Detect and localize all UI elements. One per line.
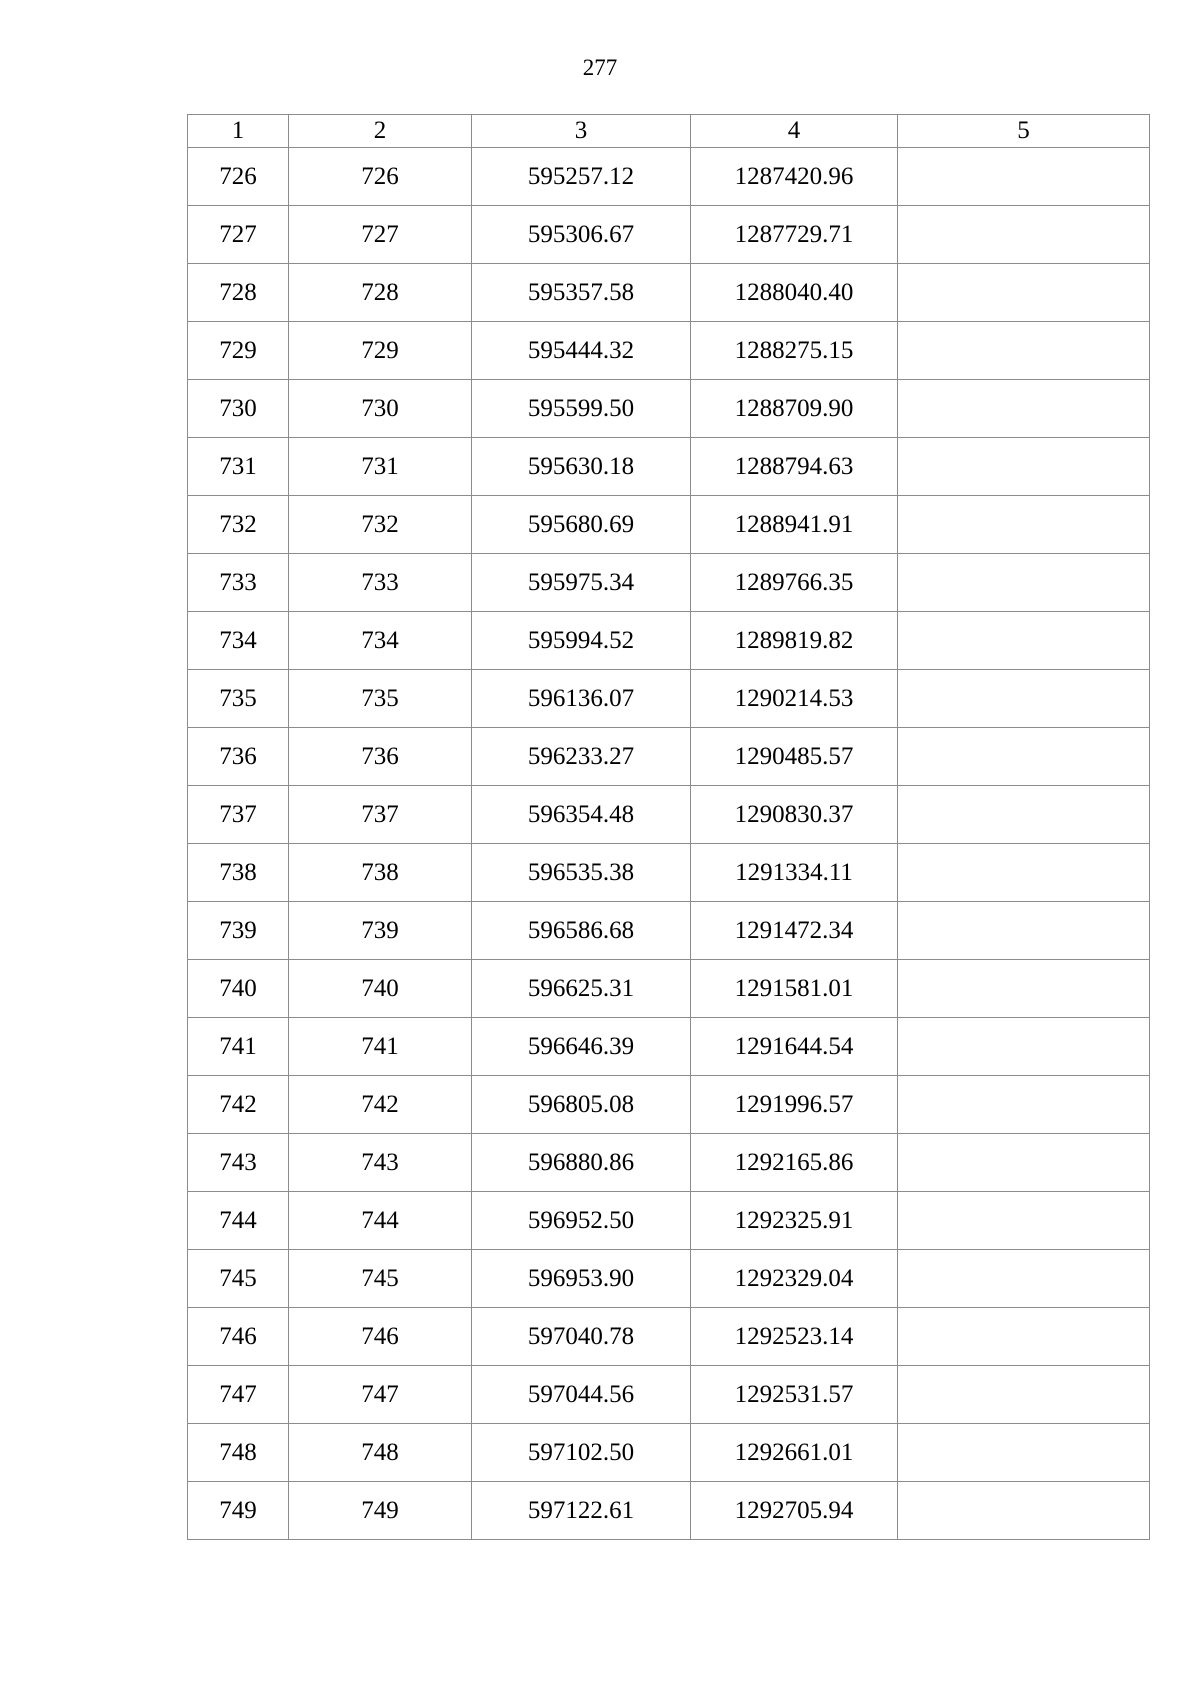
table-cell-col-5: [898, 960, 1150, 1018]
table-row: [188, 148, 1150, 206]
table-cell-col-4: 1288941.91: [691, 496, 898, 554]
table-cell-col-5: [898, 670, 1150, 728]
table-cell-col-3: 596233.27: [472, 728, 691, 786]
table-cell-col-5: [898, 206, 1150, 264]
table-cell-col-4: 1292523.14: [691, 1308, 898, 1366]
table-cell-col-3: 595599.50: [472, 380, 691, 438]
table-cell-col-2: 727: [289, 206, 472, 264]
table-cell-col-4: 1291996.57: [691, 1076, 898, 1134]
table-cell-col-2: 734: [289, 612, 472, 670]
table-cell-col-1: 737: [188, 786, 289, 844]
table-row: [188, 496, 1150, 554]
table-cell-col-5: [898, 380, 1150, 438]
table-cell-col-2: 745: [289, 1250, 472, 1308]
table-cell-col-5: [898, 496, 1150, 554]
table-cell-col-1: 748: [188, 1424, 289, 1482]
table-cell-col-3: 597122.61: [472, 1482, 691, 1540]
table-cell-col-1: 736: [188, 728, 289, 786]
table-row: [188, 438, 1150, 496]
table-cell-col-1: 733: [188, 554, 289, 612]
table-cell-col-5: [898, 1076, 1150, 1134]
table-header: [188, 115, 1150, 148]
table-cell-col-2: 730: [289, 380, 472, 438]
table-cell-col-4: 1287420.96: [691, 148, 898, 206]
table-cell-col-1: 732: [188, 496, 289, 554]
table-cell-col-3: 595975.34: [472, 554, 691, 612]
table-cell-col-5: [898, 844, 1150, 902]
coordinates-table: [187, 114, 1150, 1540]
table-cell-col-2: 732: [289, 496, 472, 554]
table-cell-col-5: [898, 1308, 1150, 1366]
table-cell-col-3: 596535.38: [472, 844, 691, 902]
table-cell-col-1: 730: [188, 380, 289, 438]
table-cell-col-2: 749: [289, 1482, 472, 1540]
table-cell-col-4: 1288709.90: [691, 380, 898, 438]
table-row: [188, 1482, 1150, 1540]
table-cell-col-5: [898, 728, 1150, 786]
table-cell-col-4: 1292531.57: [691, 1366, 898, 1424]
table-cell-col-5: [898, 612, 1150, 670]
table-cell-col-4: 1288275.15: [691, 322, 898, 380]
table-cell-col-2: 742: [289, 1076, 472, 1134]
table-cell-col-2: 747: [289, 1366, 472, 1424]
table-row: [188, 1308, 1150, 1366]
table-cell-col-1: 749: [188, 1482, 289, 1540]
table-cell-col-3: 596136.07: [472, 670, 691, 728]
table-cell-col-1: 735: [188, 670, 289, 728]
table-cell-col-1: 747: [188, 1366, 289, 1424]
table-cell-col-4: 1288040.40: [691, 264, 898, 322]
table-cell-col-2: 738: [289, 844, 472, 902]
table-cell-col-1: 726: [188, 148, 289, 206]
table-cell-col-2: 735: [289, 670, 472, 728]
table-cell-col-5: [898, 902, 1150, 960]
table-cell-col-1: 741: [188, 1018, 289, 1076]
table-cell-col-5: [898, 1366, 1150, 1424]
table-cell-col-1: 742: [188, 1076, 289, 1134]
table-cell-col-2: 726: [289, 148, 472, 206]
table-cell-col-5: [898, 148, 1150, 206]
table-cell-col-1: 740: [188, 960, 289, 1018]
table-cell-col-3: 595444.32: [472, 322, 691, 380]
table-cell-col-2: 737: [289, 786, 472, 844]
table-cell-col-3: 596805.08: [472, 1076, 691, 1134]
page-number: 277: [582, 55, 618, 80]
column-header-2: 2: [289, 115, 472, 148]
table-cell-col-4: 1290830.37: [691, 786, 898, 844]
table-cell-col-5: [898, 1018, 1150, 1076]
table-body: [188, 148, 1150, 1540]
table-row: [188, 670, 1150, 728]
table-cell-col-1: 734: [188, 612, 289, 670]
table-cell-col-4: 1289766.35: [691, 554, 898, 612]
table-row: [188, 322, 1150, 380]
table-cell-col-4: 1292165.86: [691, 1134, 898, 1192]
table-row: [188, 1366, 1150, 1424]
table-cell-col-5: [898, 1134, 1150, 1192]
table-cell-col-5: [898, 1424, 1150, 1482]
table-cell-col-3: 597044.56: [472, 1366, 691, 1424]
table-cell-col-3: 595306.67: [472, 206, 691, 264]
table-cell-col-2: 740: [289, 960, 472, 1018]
table-cell-col-2: 744: [289, 1192, 472, 1250]
table-row: [188, 612, 1150, 670]
table-cell-col-2: 741: [289, 1018, 472, 1076]
column-header-5: 5: [898, 115, 1150, 148]
table-row: [188, 728, 1150, 786]
table-cell-col-3: 596880.86: [472, 1134, 691, 1192]
table-cell-col-5: [898, 264, 1150, 322]
table-cell-col-1: 727: [188, 206, 289, 264]
table-cell-col-1: 743: [188, 1134, 289, 1192]
table-cell-col-4: 1291472.34: [691, 902, 898, 960]
table-row: [188, 786, 1150, 844]
table-cell-col-3: 595357.58: [472, 264, 691, 322]
table-cell-col-3: 597102.50: [472, 1424, 691, 1482]
table-cell-col-3: 597040.78: [472, 1308, 691, 1366]
table-cell-col-4: 1288794.63: [691, 438, 898, 496]
table-cell-col-5: [898, 438, 1150, 496]
table-row: [188, 554, 1150, 612]
table-row: [188, 1076, 1150, 1134]
table-cell-col-4: 1290485.57: [691, 728, 898, 786]
table-cell-col-1: 745: [188, 1250, 289, 1308]
header-row: [188, 115, 1150, 148]
table-row: [188, 1424, 1150, 1482]
table-cell-col-1: 744: [188, 1192, 289, 1250]
table-cell-col-2: 733: [289, 554, 472, 612]
table-cell-col-2: 743: [289, 1134, 472, 1192]
table-cell-col-3: 596625.31: [472, 960, 691, 1018]
table-cell-col-5: [898, 554, 1150, 612]
column-header-4: 4: [691, 115, 898, 148]
table-row: [188, 844, 1150, 902]
table-cell-col-5: [898, 1482, 1150, 1540]
column-header-3: 3: [472, 115, 691, 148]
table-row: [188, 380, 1150, 438]
table-cell-col-4: 1292325.91: [691, 1192, 898, 1250]
table-cell-col-5: [898, 786, 1150, 844]
table-cell-col-2: 728: [289, 264, 472, 322]
table-cell-col-5: [898, 1250, 1150, 1308]
table-row: [188, 960, 1150, 1018]
table-cell-col-1: 739: [188, 902, 289, 960]
table-cell-col-3: 596354.48: [472, 786, 691, 844]
table-cell-col-4: 1289819.82: [691, 612, 898, 670]
table-cell-col-2: 748: [289, 1424, 472, 1482]
table-cell-col-3: 595680.69: [472, 496, 691, 554]
table-row: [188, 1018, 1150, 1076]
table-cell-col-2: 731: [289, 438, 472, 496]
table-cell-col-3: 596586.68: [472, 902, 691, 960]
table-row: [188, 902, 1150, 960]
table-cell-col-4: 1291334.11: [691, 844, 898, 902]
table-cell-col-3: 595630.18: [472, 438, 691, 496]
table-cell-col-4: 1292705.94: [691, 1482, 898, 1540]
table-cell-col-4: 1290214.53: [691, 670, 898, 728]
table-row: [188, 1192, 1150, 1250]
table-cell-col-4: 1292329.04: [691, 1250, 898, 1308]
table-cell-col-1: 728: [188, 264, 289, 322]
table-cell-col-1: 738: [188, 844, 289, 902]
table-cell-col-4: 1287729.71: [691, 206, 898, 264]
table-cell-col-4: 1292661.01: [691, 1424, 898, 1482]
table-row: [188, 264, 1150, 322]
table-cell-col-3: 595257.12: [472, 148, 691, 206]
table-cell-col-3: 595994.52: [472, 612, 691, 670]
table-cell-col-1: 746: [188, 1308, 289, 1366]
table-row: [188, 1134, 1150, 1192]
table-cell-col-2: 746: [289, 1308, 472, 1366]
table-cell-col-4: 1291581.01: [691, 960, 898, 1018]
table-cell-col-4: 1291644.54: [691, 1018, 898, 1076]
table-cell-col-3: 596953.90: [472, 1250, 691, 1308]
table-cell-col-5: [898, 1192, 1150, 1250]
table-cell-col-2: 736: [289, 728, 472, 786]
table-cell-col-1: 731: [188, 438, 289, 496]
table-cell-col-3: 596952.50: [472, 1192, 691, 1250]
table-cell-col-2: 729: [289, 322, 472, 380]
table-row: [188, 1250, 1150, 1308]
column-header-1: 1: [188, 115, 289, 148]
table-cell-col-5: [898, 322, 1150, 380]
table-cell-col-1: 729: [188, 322, 289, 380]
table-cell-col-3: 596646.39: [472, 1018, 691, 1076]
table-cell-col-2: 739: [289, 902, 472, 960]
table-row: [188, 206, 1150, 264]
